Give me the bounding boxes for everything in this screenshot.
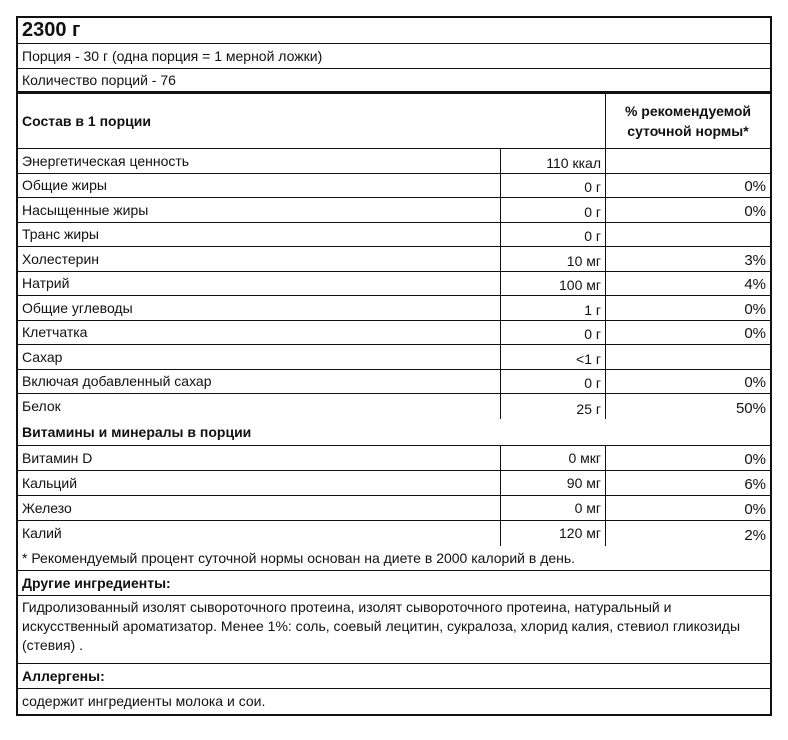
table-row	[18, 321, 770, 346]
nutrient-amount: 110 ккал	[500, 149, 605, 173]
nutrient-amount: 120 мг	[500, 521, 605, 546]
nutrient-amount: 1 г	[500, 296, 605, 320]
nutrient-name: Холестерин	[22, 250, 99, 267]
nutrient-daily-value: 0%	[605, 496, 770, 520]
servings-count: Количество порций - 76	[18, 69, 770, 94]
table-row	[18, 521, 770, 546]
nutrient-name: Общие углеводы	[22, 299, 133, 316]
table-row	[18, 496, 770, 521]
nutrient-amount: 10 мг	[500, 247, 605, 271]
nutrient-amount: 0 г	[500, 321, 605, 345]
nutrient-name: Общие жиры	[22, 177, 107, 194]
allergens-label: Аллергены:	[18, 664, 770, 689]
nutrient-daily-value: 0%	[605, 370, 770, 394]
nutrient-amount: <1 г	[500, 345, 605, 369]
nutrient-daily-value: 6%	[605, 471, 770, 495]
nutrient-daily-value: 0%	[605, 321, 770, 345]
table-row	[18, 149, 770, 174]
nutrient-amount: 0 г	[500, 198, 605, 222]
table-row	[18, 247, 770, 272]
nutrient-name: Включая добавленный сахар	[22, 373, 212, 390]
nutrient-name: Витамин D	[22, 449, 93, 466]
nutrient-daily-value	[605, 223, 770, 247]
table-row	[18, 223, 770, 248]
nutrient-daily-value	[605, 149, 770, 173]
nutrient-amount: 25 г	[500, 394, 605, 419]
daily-value-header: % рекомендуемой суточной нормы*	[605, 94, 770, 148]
table-row	[18, 446, 770, 471]
nutrient-amount: 0 мкг	[500, 446, 605, 470]
allergens-text: содержит ингредиенты молока и сои.	[22, 693, 266, 709]
other-ingredients-label: Другие ингредиенты:	[18, 571, 770, 596]
nutrient-name: Кальций	[22, 474, 78, 491]
nutrient-daily-value: 0%	[605, 198, 770, 222]
nutrient-name: Натрий	[22, 275, 70, 292]
package-weight: 2300 г	[18, 18, 770, 44]
nutrient-name: Сахар	[22, 348, 63, 365]
other-ingredients-text: Гидролизованный изолят сывороточного протеина, изолят сывороточного протеина, натуральный и искусственный ароматизатор. Менее 1%: соль, соевый лецитин, сукралоза, хлорид калия, стевиол гликозиды (стевия) .	[18, 596, 770, 664]
table-row	[18, 198, 770, 223]
nutrient-amount: 0 г	[500, 370, 605, 394]
serving-size: Порция - 30 г (одна порция = 1 мерной ложки)	[18, 44, 770, 69]
nutrient-daily-value: 0%	[605, 296, 770, 320]
nutrient-daily-value: 4%	[605, 272, 770, 296]
nutrient-amount: 0 г	[500, 223, 605, 247]
nutrient-amount: 90 мг	[500, 471, 605, 495]
nutrient-daily-value: 0%	[605, 446, 770, 470]
composition-header: Состав в 1 порции	[22, 113, 151, 129]
nutrition-facts-table	[16, 16, 772, 716]
vitamins-list	[18, 446, 770, 546]
table-row	[18, 174, 770, 199]
table-row	[18, 370, 770, 395]
nutrient-name: Клетчатка	[22, 324, 88, 341]
nutrient-name: Транс жиры	[22, 226, 99, 243]
nutrient-daily-value: 0%	[605, 174, 770, 198]
nutrient-amount: 100 мг	[500, 272, 605, 296]
vitamins-header: Витамины и минералы в порции	[18, 419, 770, 446]
nutrient-name: Белок	[22, 398, 61, 415]
nutrients-list	[18, 149, 770, 419]
nutrient-daily-value	[605, 345, 770, 369]
nutrient-daily-value: 2%	[605, 521, 770, 546]
nutrient-name: Насыщенные жиры	[22, 201, 149, 218]
table-row	[18, 296, 770, 321]
table-header	[18, 94, 770, 149]
nutrient-name: Железо	[22, 499, 72, 516]
nutrient-daily-value: 3%	[605, 247, 770, 271]
nutrient-amount: 0 мг	[500, 496, 605, 520]
footnote: * Рекомендуемый процент суточной нормы основан на диете в 2000 калорий в день.	[18, 546, 770, 571]
nutrient-name: Энергетическая ценность	[22, 152, 190, 169]
nutrient-name: Калий	[22, 525, 62, 541]
table-row	[18, 394, 770, 419]
table-row	[18, 471, 770, 496]
table-row	[18, 272, 770, 297]
nutrient-daily-value: 50%	[605, 394, 770, 419]
table-row	[18, 345, 770, 370]
nutrient-amount: 0 г	[500, 174, 605, 198]
